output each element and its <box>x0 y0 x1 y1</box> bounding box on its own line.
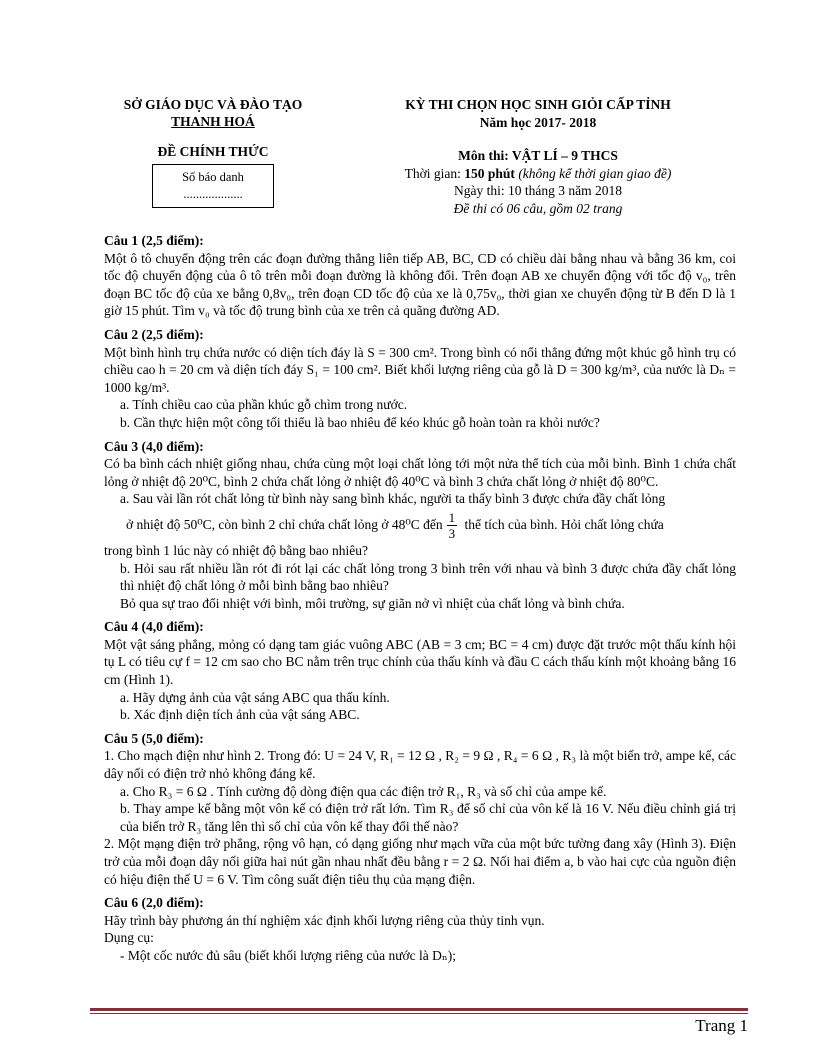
exam-note: Đề thi có 06 câu, gồm 02 trang <box>453 200 623 216</box>
question-text: Một vật sáng phẳng, mỏng có dạng tam giác vuông ABC (AB = 3 cm; BC = 4 cm) được đặt trước một thấu kính hội tụ L có tiêu cự f = 12 cm sao cho BC nằm trên trục chính của thấu kính và đầu C cách thấu kính một khoảng bằng 16 cm (Hình 1). <box>104 636 736 688</box>
question-1 <box>104 232 736 320</box>
tool-item: - Một cốc nước đủ sâu (biết khối lượng riêng của nước là Dₙ); <box>120 947 456 963</box>
question-title: Câu 1 (2,5 điểm): <box>104 233 204 248</box>
question-text: Có ba bình cách nhiệt giống nhau, chứa cùng một loại chất lỏng tới một nửa thể tích của mỗi bình. Bình 1 chứa chất lỏng ở nhiệt độ 20⁰C, bình 2 chứa chất lỏng ở nhiệt độ 40⁰C và bình 3 chứa chất lỏng ở nhiệt độ 80⁰C. <box>104 456 736 489</box>
part-a-text-pre: ở nhiệt độ 50⁰C, còn bình 2 chỉ chứa chất lỏng ở 48⁰C đến <box>126 516 443 532</box>
footer-rule-thin <box>90 1013 748 1014</box>
exam-time <box>388 165 688 183</box>
question-title: Câu 5 (5,0 điểm): <box>104 730 204 746</box>
question-part-a: a. Cho R₃ = 6 Ω . Tính cường độ dòng điện qua các điện trở R₁, R₃ và số chỉ của ampe kế. <box>120 783 607 799</box>
header-right <box>388 96 688 217</box>
time-prefix: Thời gian: <box>404 165 465 181</box>
time-note: (không kể thời gian giao đề) <box>514 165 672 181</box>
question-5 <box>104 730 736 888</box>
question-part-b: b. Xác định diện tích ảnh của vật sáng ABC. <box>120 707 360 723</box>
exam-title: KỲ THI CHỌN HỌC SINH GIỎI CẤP TỈNH <box>405 97 671 112</box>
question-part-b: b. Thay ampe kế bằng một vôn kế có điện trở rất lớn. Tìm R₃ để số chỉ của vôn kế là 16 V. Nếu điều chỉnh giá trị của biến trở R₃ tăng lên thì số chỉ của vôn kế thay đổi thế nào? <box>120 801 736 834</box>
official-label: ĐỀ CHÍNH THỨC <box>157 144 269 159</box>
question-part-a-line2 <box>104 508 736 542</box>
question-title: Câu 3 (4,0 điểm): <box>104 438 204 454</box>
question-part-a-line1: a. Sau vài lần rót chất lỏng từ bình này sang bình khác, người ta thấy bình 3 được chứa đầy chất lỏng <box>120 491 666 507</box>
question-part-1: 1. Cho mạch điện như hình 2. Trong đó: U = 24 V, R₁ = 12 Ω , R₂ = 9 Ω , R₄ = 6 Ω , R₃ là một biến trở, ampe kế, các dây nối có điện trở nhỏ không đáng kể. <box>104 748 736 782</box>
province-name: THANH HOÁ <box>171 114 255 129</box>
fraction <box>447 510 458 541</box>
question-4 <box>104 618 736 724</box>
question-title: Câu 2 (2,5 điểm): <box>104 326 204 342</box>
question-part-a: a. Hãy dựng ảnh của vật sáng ABC qua thấu kính. <box>120 689 390 705</box>
fraction-denominator: 3 <box>448 526 456 542</box>
department-name: SỞ GIÁO DỤC VÀ ĐÀO TẠO <box>123 97 303 112</box>
candidate-number-label: Số báo danh <box>182 170 244 184</box>
part-a-text-post: thể tích của bình. Hỏi chất lỏng chứa <box>461 516 664 532</box>
question-2 <box>104 326 736 432</box>
question-note: Bỏ qua sự trao đổi nhiệt với bình, môi trường, sự giãn nở vì nhiệt của chất lỏng và bình chứa. <box>120 595 625 611</box>
footer-rule-thick <box>90 1008 748 1011</box>
question-text: Một bình hình trụ chứa nước có diện tích đáy là S = 300 cm². Trong bình có nổi thẳng đứng một khúc gỗ hình trụ có chiều cao h = 20 cm và diện tích đáy S₁ = 100 cm². Biết khối lượng riêng của gỗ là D = 300 kg/m³, của nước là Dₙ = 1000 kg/m³. <box>104 344 736 395</box>
time-value: 150 phút <box>464 165 515 181</box>
question-3 <box>104 438 736 613</box>
question-text: Một ô tô chuyển động trên các đoạn đường thẳng liên tiếp AB, BC, CD có chiều dài bằng nhau và bằng 36 km, coi tốc độ chuyển động của ô tô trên mỗi đoạn đường là không đổi. Trên đoạn AB xe chuyển động với tốc độ v₀, trên đoạn BC tốc độ của xe bằng 0,8v₀, trên đoạn CD tốc độ của xe là 0,75v₀, thời gian xe chuyển động từ B đến D là 1 giờ 15 phút. Tìm v₀ và tốc độ trung bình của xe trên cả quãng đường AD. <box>104 250 736 319</box>
fraction-numerator: 1 <box>448 510 456 526</box>
subject: Môn thi: VẬT LÍ – 9 THCS <box>458 148 618 163</box>
page-number: Trang 1 <box>695 1016 748 1035</box>
question-title: Câu 4 (4,0 điểm): <box>104 619 204 635</box>
question-part-b: b. Cần thực hiện một công tối thiểu là bao nhiêu để kéo khúc gỗ hoàn toàn ra khỏi nước? <box>120 414 600 430</box>
exam-date: Ngày thi: 10 tháng 3 năm 2018 <box>454 183 622 198</box>
candidate-number-box <box>152 164 274 208</box>
questions-body <box>104 232 736 965</box>
question-part-b: b. Hỏi sau rất nhiều lần rót đi rót lại các chất lỏng trong 3 bình trên với nhau và bình 3 được chứa đầy chất lỏng thì nhiệt độ chất lỏng ở mỗi bình bằng bao nhiêu? <box>120 560 736 594</box>
question-part-2: 2. Một mạng điện trở phẳng, rộng vô hạn, có dạng giống như mạch vữa của một bức tường đang xây (Hình 3). Điện trở của mỗi đoạn dây nối giữa hai nút gần nhau nhất đều bằng r = 2 Ω. Nối hai điểm a, b vào hai cực của nguồn điện có hiệu điện thế U = 6 V. Tìm công suất điện tiêu thụ của mạng điện. <box>104 836 736 887</box>
tools-label: Dụng cụ: <box>104 930 154 946</box>
school-year: Năm học 2017- 2018 <box>479 114 597 130</box>
question-text: Hãy trình bày phương án thí nghiệm xác định khối lượng riêng của thủy tinh vụn. <box>104 912 545 928</box>
question-part-a-line3: trong bình 1 lúc này có nhiệt độ bằng bao nhiêu? <box>104 542 368 558</box>
question-6 <box>104 894 736 964</box>
candidate-number-dots: ................... <box>183 187 243 201</box>
header-left <box>118 96 308 160</box>
question-part-a: a. Tính chiều cao của phần khúc gỗ chìm trong nước. <box>120 397 408 413</box>
question-title: Câu 6 (2,0 điểm): <box>104 895 204 911</box>
